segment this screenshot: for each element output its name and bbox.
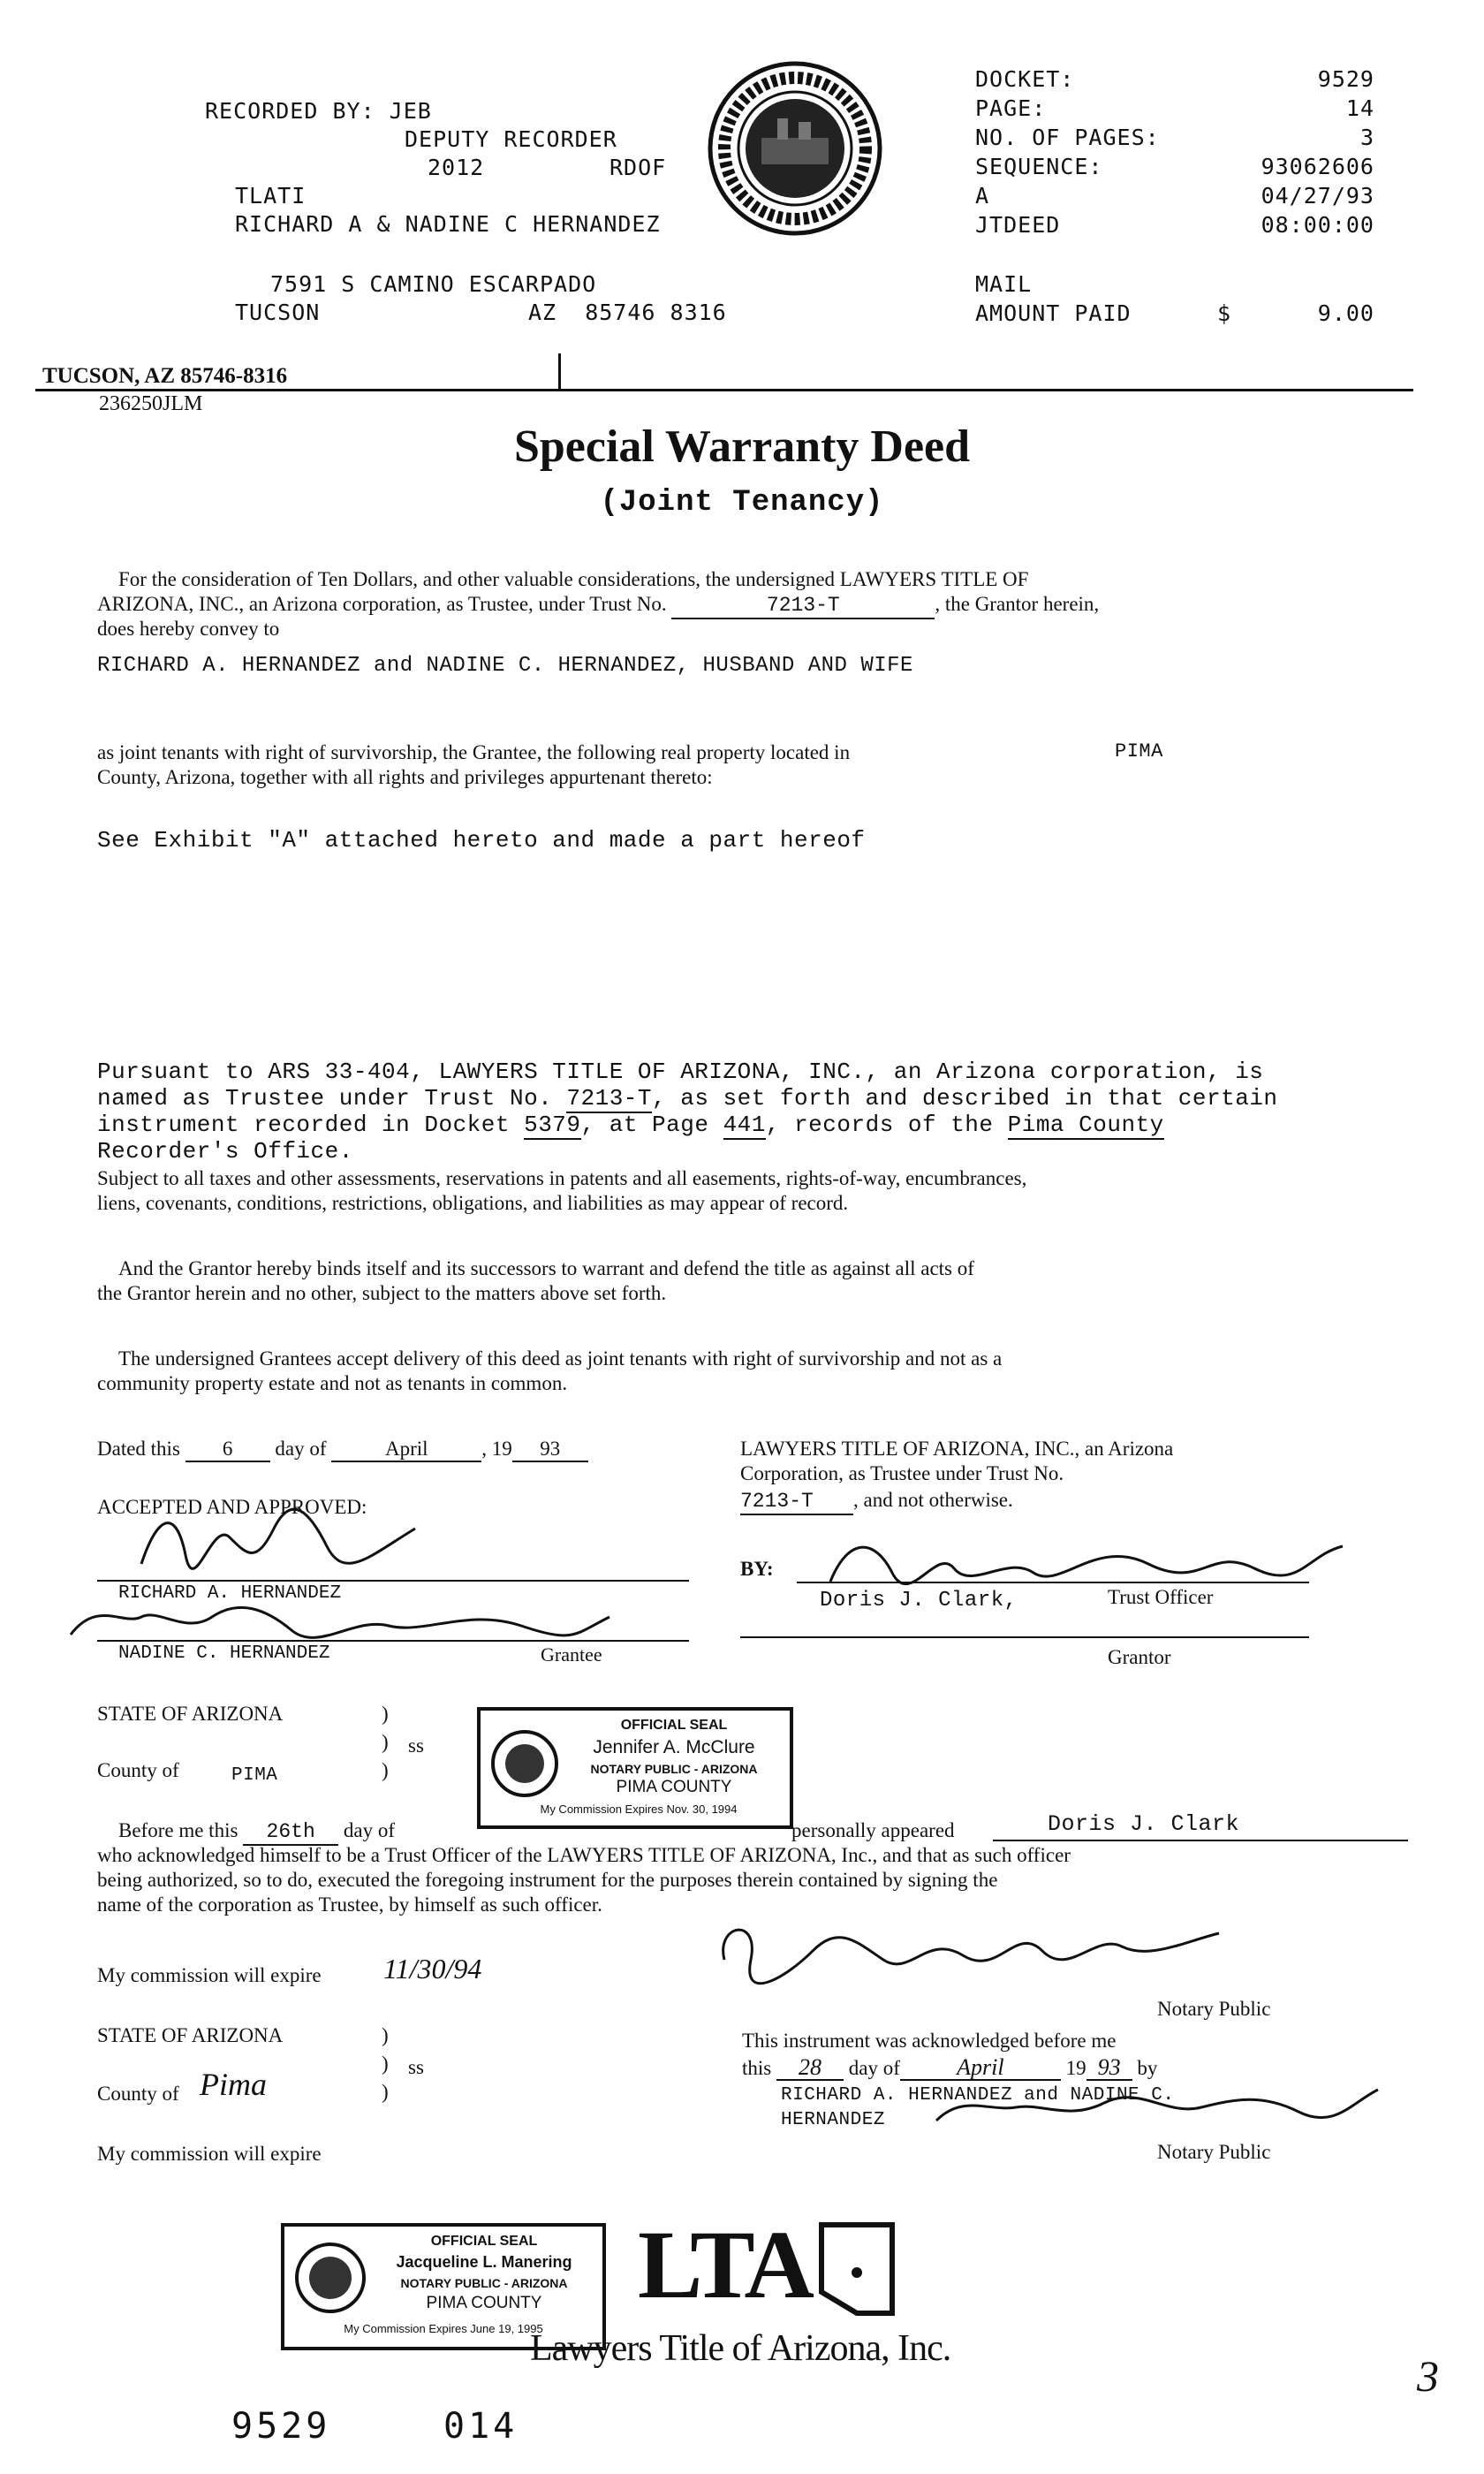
grantee2-name: NADINE C. HERNANDEZ (118, 1643, 330, 1664)
para1-line2-end: , the Grantor herein, (935, 593, 1100, 615)
grantor-by: BY: (740, 1558, 774, 1580)
notary2-day-of: day of (848, 2057, 900, 2079)
officer-title: Trust Officer (1108, 1586, 1214, 1608)
header-divider (35, 389, 1413, 391)
notary2-county: Pima (200, 2067, 267, 2102)
para1-line3: does hereby convey to (97, 618, 280, 640)
dated-year: 93 (512, 1437, 588, 1462)
notary1-label: Notary Public (1157, 1998, 1271, 2020)
deed-subtitle: (Joint Tenancy) (600, 486, 884, 520)
para3-line2-end: , as set forth and described in that certain (652, 1085, 1278, 1112)
notary2-this: this (742, 2057, 772, 2079)
notary1-day: 26th (243, 1820, 338, 1846)
para3-line6: liens, covenants, conditions, restrictions, obligations, and liabilities as may appear of record. (97, 1192, 849, 1214)
notary2-state: STATE OF ARIZONA (97, 2024, 284, 2046)
exhibit-reference: See Exhibit "A" attached hereto and made a part hereof (97, 827, 866, 854)
officer-name: Doris J. Clark, (820, 1589, 1018, 1613)
footer-docket: 9529 (231, 2406, 331, 2447)
arizona-state-outline-icon (813, 2216, 901, 2320)
notary2-label: Notary Public (1157, 2141, 1271, 2163)
recording-time: 08:00:00 (1261, 212, 1374, 238)
notary2-paren1: ) (382, 2024, 389, 2046)
stamp1-line1: OFFICIAL SEAL (620, 1718, 728, 1733)
para3-line2 (97, 1085, 1278, 1113)
stamp2-line2: Jacqueline L. Manering (396, 2253, 572, 2271)
notary2-century: 19 (1065, 2057, 1086, 2079)
notary2-year: 93 (1086, 2055, 1132, 2081)
jtdeed-label: JTDEED (975, 212, 1061, 238)
para4-line1: And the Grantor hereby binds itself and its successors to warrant and defend the title as against all acts of (118, 1257, 974, 1279)
notary-seal-icon-2 (293, 2241, 367, 2315)
sequence-label: SEQUENCE: (975, 154, 1103, 179)
recorder-code-rdof: RDOF (610, 155, 667, 180)
notary1-before-line (118, 1818, 395, 1846)
para2-line1: as joint tenants with right of survivorship, the Grantee, the following real property located in (97, 741, 851, 763)
para3-records-text: , records of the (765, 1112, 994, 1138)
stamp2-line1: OFFICIAL SEAL (430, 2234, 538, 2249)
para3-line3-text: instrument recorded in Docket (97, 1112, 510, 1138)
stamp1-line5: My Commission Expires Nov. 30, 1994 (540, 1802, 738, 1816)
docket-value: 9529 (1317, 66, 1374, 92)
page-label: PAGE: (975, 95, 1047, 121)
notary1-line4: name of the corporation as Trustee, by himself as such officer. (97, 1893, 602, 1916)
para3-line1: Pursuant to ARS 33-404, LAWYERS TITLE OF ARIZONA, INC., an Arizona corporation, is (97, 1059, 1264, 1085)
para3-line3 (97, 1112, 1164, 1140)
notary1-line2: who acknowledged himself to be a Trust Officer of the LAWYERS TITLE OF ARIZONA, Inc., and that as such officer (97, 1844, 1071, 1866)
mail-state-zip: AZ 85746 8316 (528, 300, 727, 325)
notary1-commission: My commission will expire (97, 1964, 322, 1986)
recorded-by: RECORDED BY: JEB (205, 98, 432, 124)
sequence-value: 93062606 (1261, 154, 1374, 179)
page-value: 14 (1345, 95, 1374, 121)
para5-line1: The undersigned Grantees accept delivery of this deed as joint tenants with right of survivorship and not as a (118, 1347, 1003, 1370)
grantor-not-otherwise: , and not otherwise. (853, 1489, 1013, 1511)
stamp2-line4: PIMA COUNTY (426, 2294, 542, 2312)
stamp2-line3: NOTARY PUBLIC - ARIZONA (400, 2276, 568, 2290)
recording-date: 04/27/93 (1261, 183, 1374, 209)
file-number: 236250JLM (99, 392, 203, 415)
notary2-month: April (900, 2055, 1061, 2081)
notary1-person: Doris J. Clark (1048, 1811, 1240, 1837)
num-pages-label: NO. OF PAGES: (975, 125, 1160, 150)
para3-trust-number: 7213-T (566, 1085, 653, 1112)
para1-line2 (97, 592, 1099, 619)
county-reference: Pima County (1007, 1112, 1164, 1138)
trust-number: 7213-T (671, 594, 935, 619)
grantee1-signature-icon (124, 1502, 459, 1582)
dated-day-of: day of (275, 1438, 327, 1460)
notary1-paren2: ) (382, 1731, 389, 1753)
notary1-signature-icon (707, 1907, 1237, 1995)
notary1-day-of: day of (343, 1819, 396, 1841)
para2-line2: County, Arizona, together with all rights and privileges appurtenant thereto: (97, 766, 713, 788)
notary1-commission-date: 11/30/94 (383, 1953, 482, 1985)
notary1-county-label: County of (97, 1759, 179, 1781)
num-pages-value: 3 (1359, 125, 1374, 150)
grantor-signature-icon (795, 1520, 1360, 1599)
grantor-line (740, 1636, 1309, 1638)
para4-line2: the Grantor herein and no other, subject to the matters above set forth. (97, 1282, 667, 1304)
header-divider-tick (558, 353, 561, 391)
notary1-person-line (993, 1840, 1408, 1841)
para3-line5: Subject to all taxes and other assessments, reservations in patents and all easements, rights-of-way, encumbrances, (97, 1167, 1027, 1189)
grantee-names: RICHARD A. HERNANDEZ and NADINE C. HERNANDEZ, HUSBAND AND WIFE (97, 654, 913, 678)
grantee2-signature-line (97, 1640, 689, 1642)
grantor-line3 (740, 1488, 1013, 1515)
notary2-commission: My commission will expire (97, 2143, 322, 2165)
notary1-appeared: personally appeared (791, 1819, 955, 1841)
tlati-code: TLATI (235, 183, 307, 209)
notary2-paren2: ) (382, 2053, 389, 2075)
para3-line4: Recorder's Office. (97, 1138, 353, 1165)
para3-line2-text: named as Trustee under Trust No. (97, 1085, 553, 1112)
dated-day: 6 (186, 1437, 270, 1462)
grantee-label: Grantee (541, 1643, 602, 1666)
grantor-label: Grantor (1108, 1646, 1171, 1668)
mail-label: MAIL (975, 271, 1033, 297)
amount-currency: $ (1217, 300, 1232, 326)
recorder-code-number: 2012 (428, 155, 485, 180)
para5-line2: community property estate and not as tenants in common. (97, 1372, 568, 1394)
grantee1-name: RICHARD A. HERNANDEZ (118, 1583, 342, 1604)
stamp2-line5: My Commission Expires June 19, 1995 (344, 2322, 543, 2335)
grantor-trust-number: 7213-T (740, 1490, 853, 1515)
dated-prefix: Dated this (97, 1438, 180, 1460)
notary1-paren1: ) (382, 1703, 389, 1725)
grantor-line2: Corporation, as Trustee under Trust No. (740, 1462, 1064, 1484)
dated-century: 19 (491, 1438, 512, 1460)
notary2-day: 28 (776, 2055, 844, 2081)
accepted-approved: ACCEPTED AND APPROVED: (97, 1496, 367, 1518)
notary2-ss: ss (408, 2056, 424, 2078)
dated-line (97, 1437, 588, 1462)
stamp1-line3: NOTARY PUBLIC - ARIZONA (590, 1762, 758, 1776)
amount-paid-label: AMOUNT PAID (975, 300, 1132, 326)
notary2-signature-icon (928, 2076, 1387, 2138)
return-address: TUCSON, AZ 85746-8316 (42, 364, 288, 388)
lta-logo-name: Lawyers Title of Arizona, Inc. (530, 2328, 951, 2369)
notary2-ack: This instrument was acknowledged before me (742, 2030, 1117, 2052)
property-county: PIMA (1115, 740, 1163, 763)
notary-seal-icon-1 (489, 1728, 560, 1799)
mail-street: 7591 S CAMINO ESCARPADO (270, 271, 597, 297)
dated-month: April (331, 1437, 481, 1462)
notary2-by: by (1137, 2057, 1158, 2079)
dated-comma: , (481, 1438, 488, 1460)
docket-reference: 5379 (524, 1112, 581, 1138)
pima-county-seal-icon (707, 60, 883, 237)
page-reference: 441 (723, 1112, 766, 1138)
notary2-county-label: County of (97, 2083, 179, 2105)
notary1-county: PIMA (231, 1765, 278, 1786)
notary2-names1: RICHARD A. HERNANDEZ and NADINE C. (781, 2085, 1175, 2106)
amount-paid-value: 9.00 (1317, 300, 1374, 326)
grantor-line1: LAWYERS TITLE OF ARIZONA, INC., an Arizona (740, 1438, 1174, 1460)
notary2-paren3: ) (382, 2081, 389, 2103)
deed-title: Special Warranty Deed (513, 421, 971, 472)
lta-logo-mark: LTA (638, 2211, 811, 2318)
notary1-before: Before me this (118, 1819, 238, 1841)
grantor-signature-line (797, 1582, 1309, 1583)
a-label: A (975, 183, 990, 209)
stamp1-line2: Jennifer A. McClure (593, 1737, 755, 1757)
notary1-ss: ss (408, 1734, 424, 1757)
notary1-paren3: ) (382, 1759, 389, 1781)
deputy-recorder: DEPUTY RECORDER (405, 126, 617, 152)
notary-seal-stamp-1 (477, 1707, 793, 1829)
mail-city: TUCSON (235, 300, 321, 325)
stamp1-line4: PIMA COUNTY (616, 1778, 732, 1796)
para1-line2-text: ARIZONA, INC., an Arizona corporation, as Trustee, under Trust No. (97, 593, 667, 615)
notary1-state: STATE OF ARIZONA (97, 1703, 284, 1725)
docket-label: DOCKET: (975, 66, 1075, 92)
handwritten-page-number: 3 (1417, 2351, 1439, 2401)
notary2-names2: HERNANDEZ (781, 2110, 885, 2130)
grantee-names-header: RICHARD A & NADINE C HERNANDEZ (235, 211, 661, 237)
para3-page-text: , at Page (580, 1112, 709, 1138)
notary1-line3: being authorized, so to do, executed the foregoing instrument for the purposes therein contained by signing the (97, 1869, 998, 1891)
grantee1-signature-line (97, 1580, 689, 1582)
para1-line1: For the consideration of Ten Dollars, and other valuable considerations, the undersigned LAWYERS TITLE OF (118, 568, 1029, 590)
footer-page: 014 (443, 2406, 519, 2447)
